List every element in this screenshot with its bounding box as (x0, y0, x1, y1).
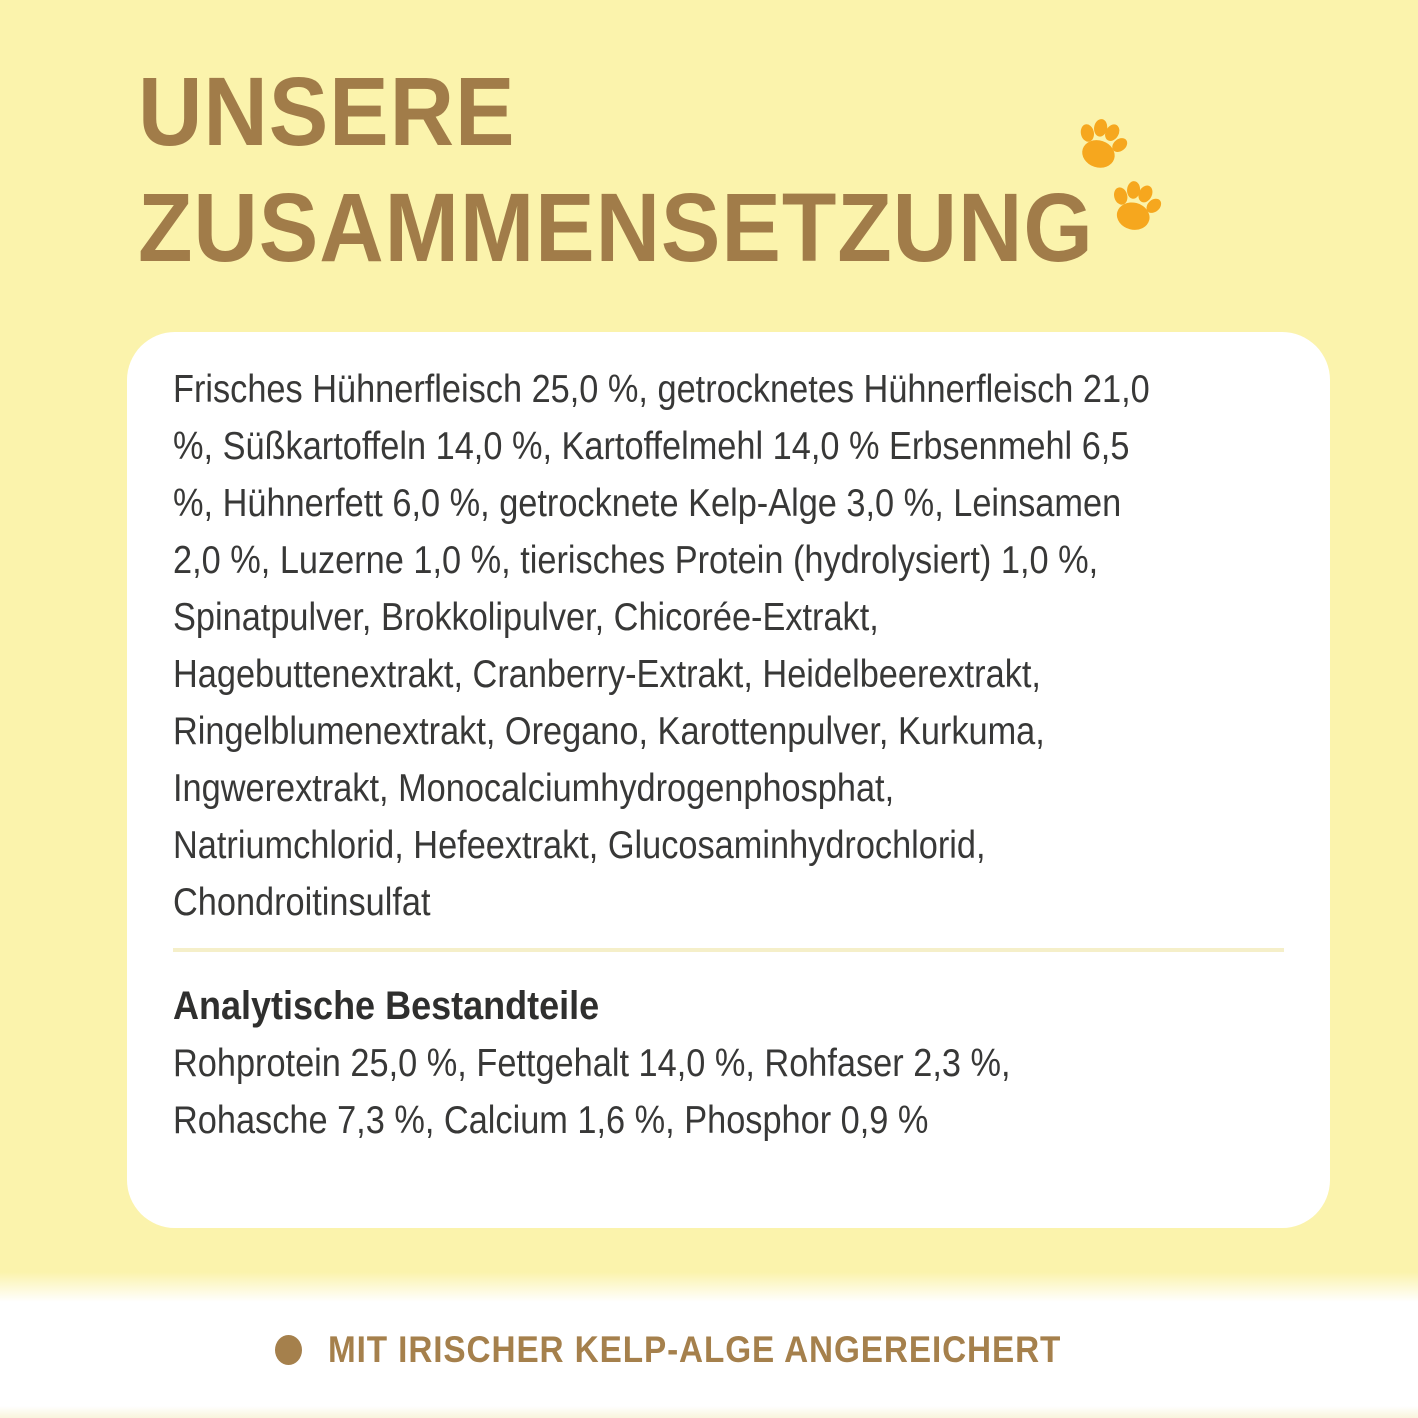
ingredient-line: Ringelblumenextrakt, Oregano, Karottenpulver, Kurkuma, (173, 710, 1045, 753)
ingredient-line: Chondroitinsulfat (173, 881, 431, 924)
page-title (138, 54, 1094, 286)
footer-claim-label: MIT IRISCHER KELP-ALGE ANGEREICHERT (328, 1329, 1062, 1370)
footer-claim (0, 1318, 1418, 1382)
ingredient-line: 2,0 %, Luzerne 1,0 %, tierisches Protein (hydrolysiert) 1,0 %, (173, 539, 1099, 582)
analytical-line: Rohasche 7,3 %, Calcium 1,6 %, Phosphor 0,9 % (173, 1099, 929, 1142)
page-title-line-1: UNSERE (138, 57, 516, 166)
ingredient-line: Frisches Hühnerfleisch 25,0 %, getrocknetes Hühnerfleisch 21,0 (173, 368, 1150, 411)
divider-line (173, 948, 1284, 952)
bullet-dot-icon (275, 1335, 302, 1365)
ingredient-line: %, Süßkartoffeln 14,0 %, Kartoffelmehl 14,0 % Erbsenmehl 6,5 (173, 425, 1130, 468)
ingredient-line: Natriumchlorid, Hefeextrakt, Glucosaminhydrochlorid, (173, 824, 986, 867)
ingredient-line: %, Hühnerfett 6,0 %, getrocknete Kelp-Alge 3,0 %, Leinsamen (173, 482, 1122, 525)
composition-card (127, 332, 1330, 1228)
ingredient-line: Hagebuttenextrakt, Cranberry-Extrakt, Heidelbeerextrakt, (173, 653, 1041, 696)
analytical-heading: Analytische Bestandteile (173, 984, 600, 1028)
page-title-line-2: ZUSAMMENSETZUNG (138, 173, 1094, 282)
ingredient-line: Ingwerextrakt, Monocalciumhydrogenphosphat, (173, 767, 895, 810)
ingredient-line: Spinatpulver, Brokkolipulver, Chicorée-Extrakt, (173, 596, 879, 639)
paw-prints-icon (1060, 103, 1185, 243)
analytical-line: Rohprotein 25,0 %, Fettgehalt 14,0 %, Rohfaser 2,3 %, (173, 1042, 1011, 1085)
